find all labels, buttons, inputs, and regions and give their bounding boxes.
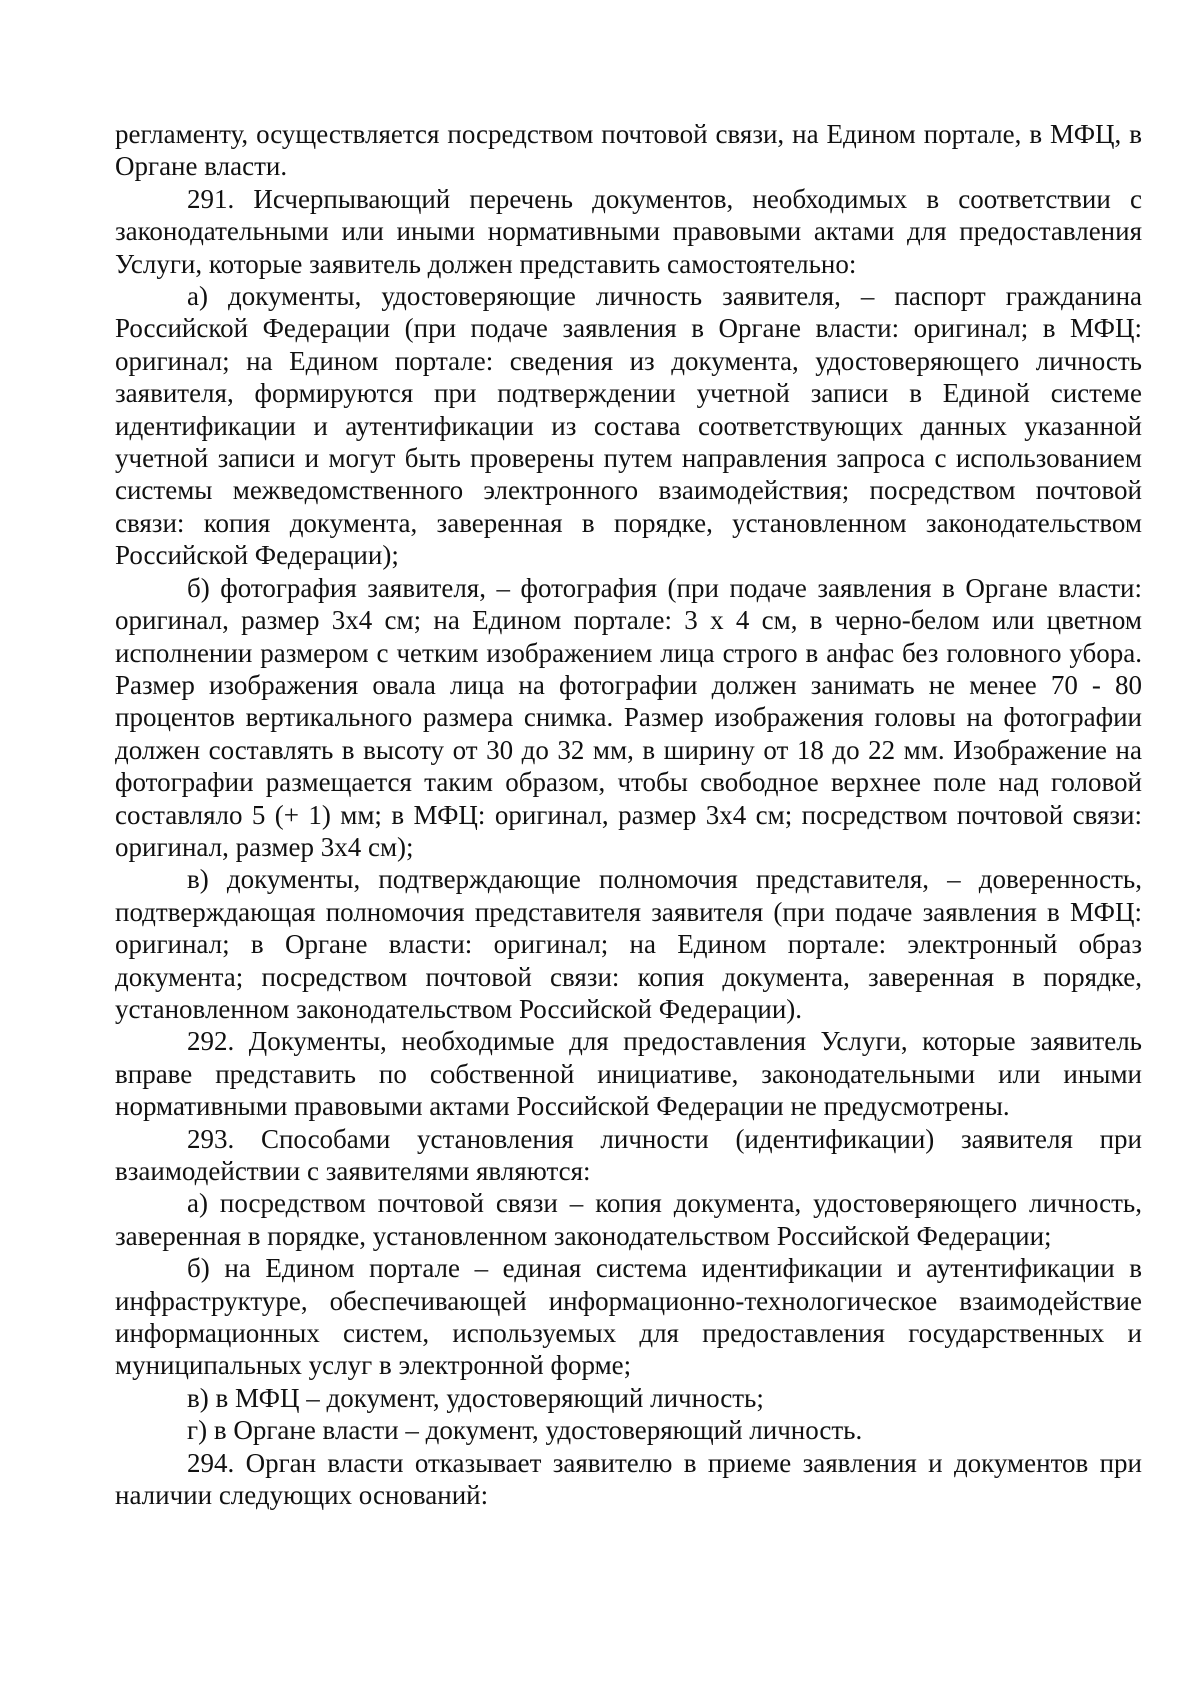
- paragraph-293-b: б) на Едином портале – единая система идентификации и аутентификации в инфраструктуре, обеспечивающей информационно-технологическое взаимодействие информационных систем, используемых для предоставления государственных и муниципальных услуг в электронной форме;: [115, 1253, 1142, 1381]
- paragraph-291: 291. Исчерпывающий перечень документов, необходимых в соответствии с законодательными или иными нормативными правовыми актами для предоставления Услуги, которые заявитель должен представить самостоятельно:: [115, 183, 1142, 279]
- paragraph-291-a: а) документы, удостоверяющие личность заявителя, – паспорт гражданина Российской Федерации (при подаче заявления в Органе власти: оригинал; в МФЦ: оригинал; на Едином портале: сведения из документа, удостоверяющего личность заявителя, формируются при подтверждении учетной записи в Единой системе идентификации и аутентификации из состава соответствующих данных указанной учетной записи и могут быть проверены путем направления запроса с использованием системы межведомственного электронного взаимодействия; посредством почтовой связи: копия документа, заверенная в порядке, установленном законодательством Российской Федерации);: [115, 281, 1142, 571]
- paragraph-continuation: регламенту, осуществляется посредством почтовой связи, на Едином портале, в МФЦ, в Органе власти.: [115, 119, 1142, 182]
- paragraph-293: 293. Способами установления личности (идентификации) заявителя при взаимодействии с заявителями являются:: [115, 1123, 1142, 1186]
- paragraph-291-v: в) документы, подтверждающие полномочия представителя, – доверенность, подтверждающая полномочия представителя заявителя (при подаче заявления в МФЦ: оригинал; в Органе власти: оригинал; на Едином портале: электронный образ документа; посредством почтовой связи: копия документа, заверенная в порядке, установленном законодательством Российской Федерации).: [115, 864, 1142, 1024]
- paragraph-292: 292. Документы, необходимые для предоставления Услуги, которые заявитель вправе представить по собственной инициативе, законодательными или иными нормативными правовыми актами Российской Федерации не предусмотрены.: [115, 1026, 1142, 1122]
- paragraph-294: 294. Орган власти отказывает заявителю в приеме заявления и документов при наличии следующих оснований:: [115, 1447, 1142, 1511]
- paragraph-293-v: в) в МФЦ – документ, удостоверяющий личность;: [187, 1382, 764, 1413]
- paragraph-291-b: б) фотография заявителя, – фотография (при подаче заявления в Органе власти: оригинал, размер 3х4 см; на Едином портале: 3 х 4 см, в черно-белом или цветном исполнении размером с четким изображением лица строго в анфас без головного убора. Размер изображения овала лица на фотографии должен занимать не менее 70 - 80 процентов вертикального размера снимка. Размер изображения головы на фотографии должен составлять в высоту от 30 до 32 мм, в ширину от 18 до 22 мм. Изображение на фотографии размещается таким образом, чтобы свободное верхнее поле над головой составляло 5 (+ 1) мм; в МФЦ: оригинал, размер 3х4 см; посредством почтовой связи: оригинал, размер 3х4 см);: [115, 572, 1142, 862]
- paragraph-293-g: г) в Органе власти – документ, удостоверяющий личность.: [187, 1415, 863, 1446]
- document-page: [115, 118, 1142, 1511]
- paragraph-293-a: а) посредством почтовой связи – копия документа, удостоверяющего личность, заверенная в порядке, установленном законодательством Российской Федерации;: [115, 1188, 1142, 1251]
